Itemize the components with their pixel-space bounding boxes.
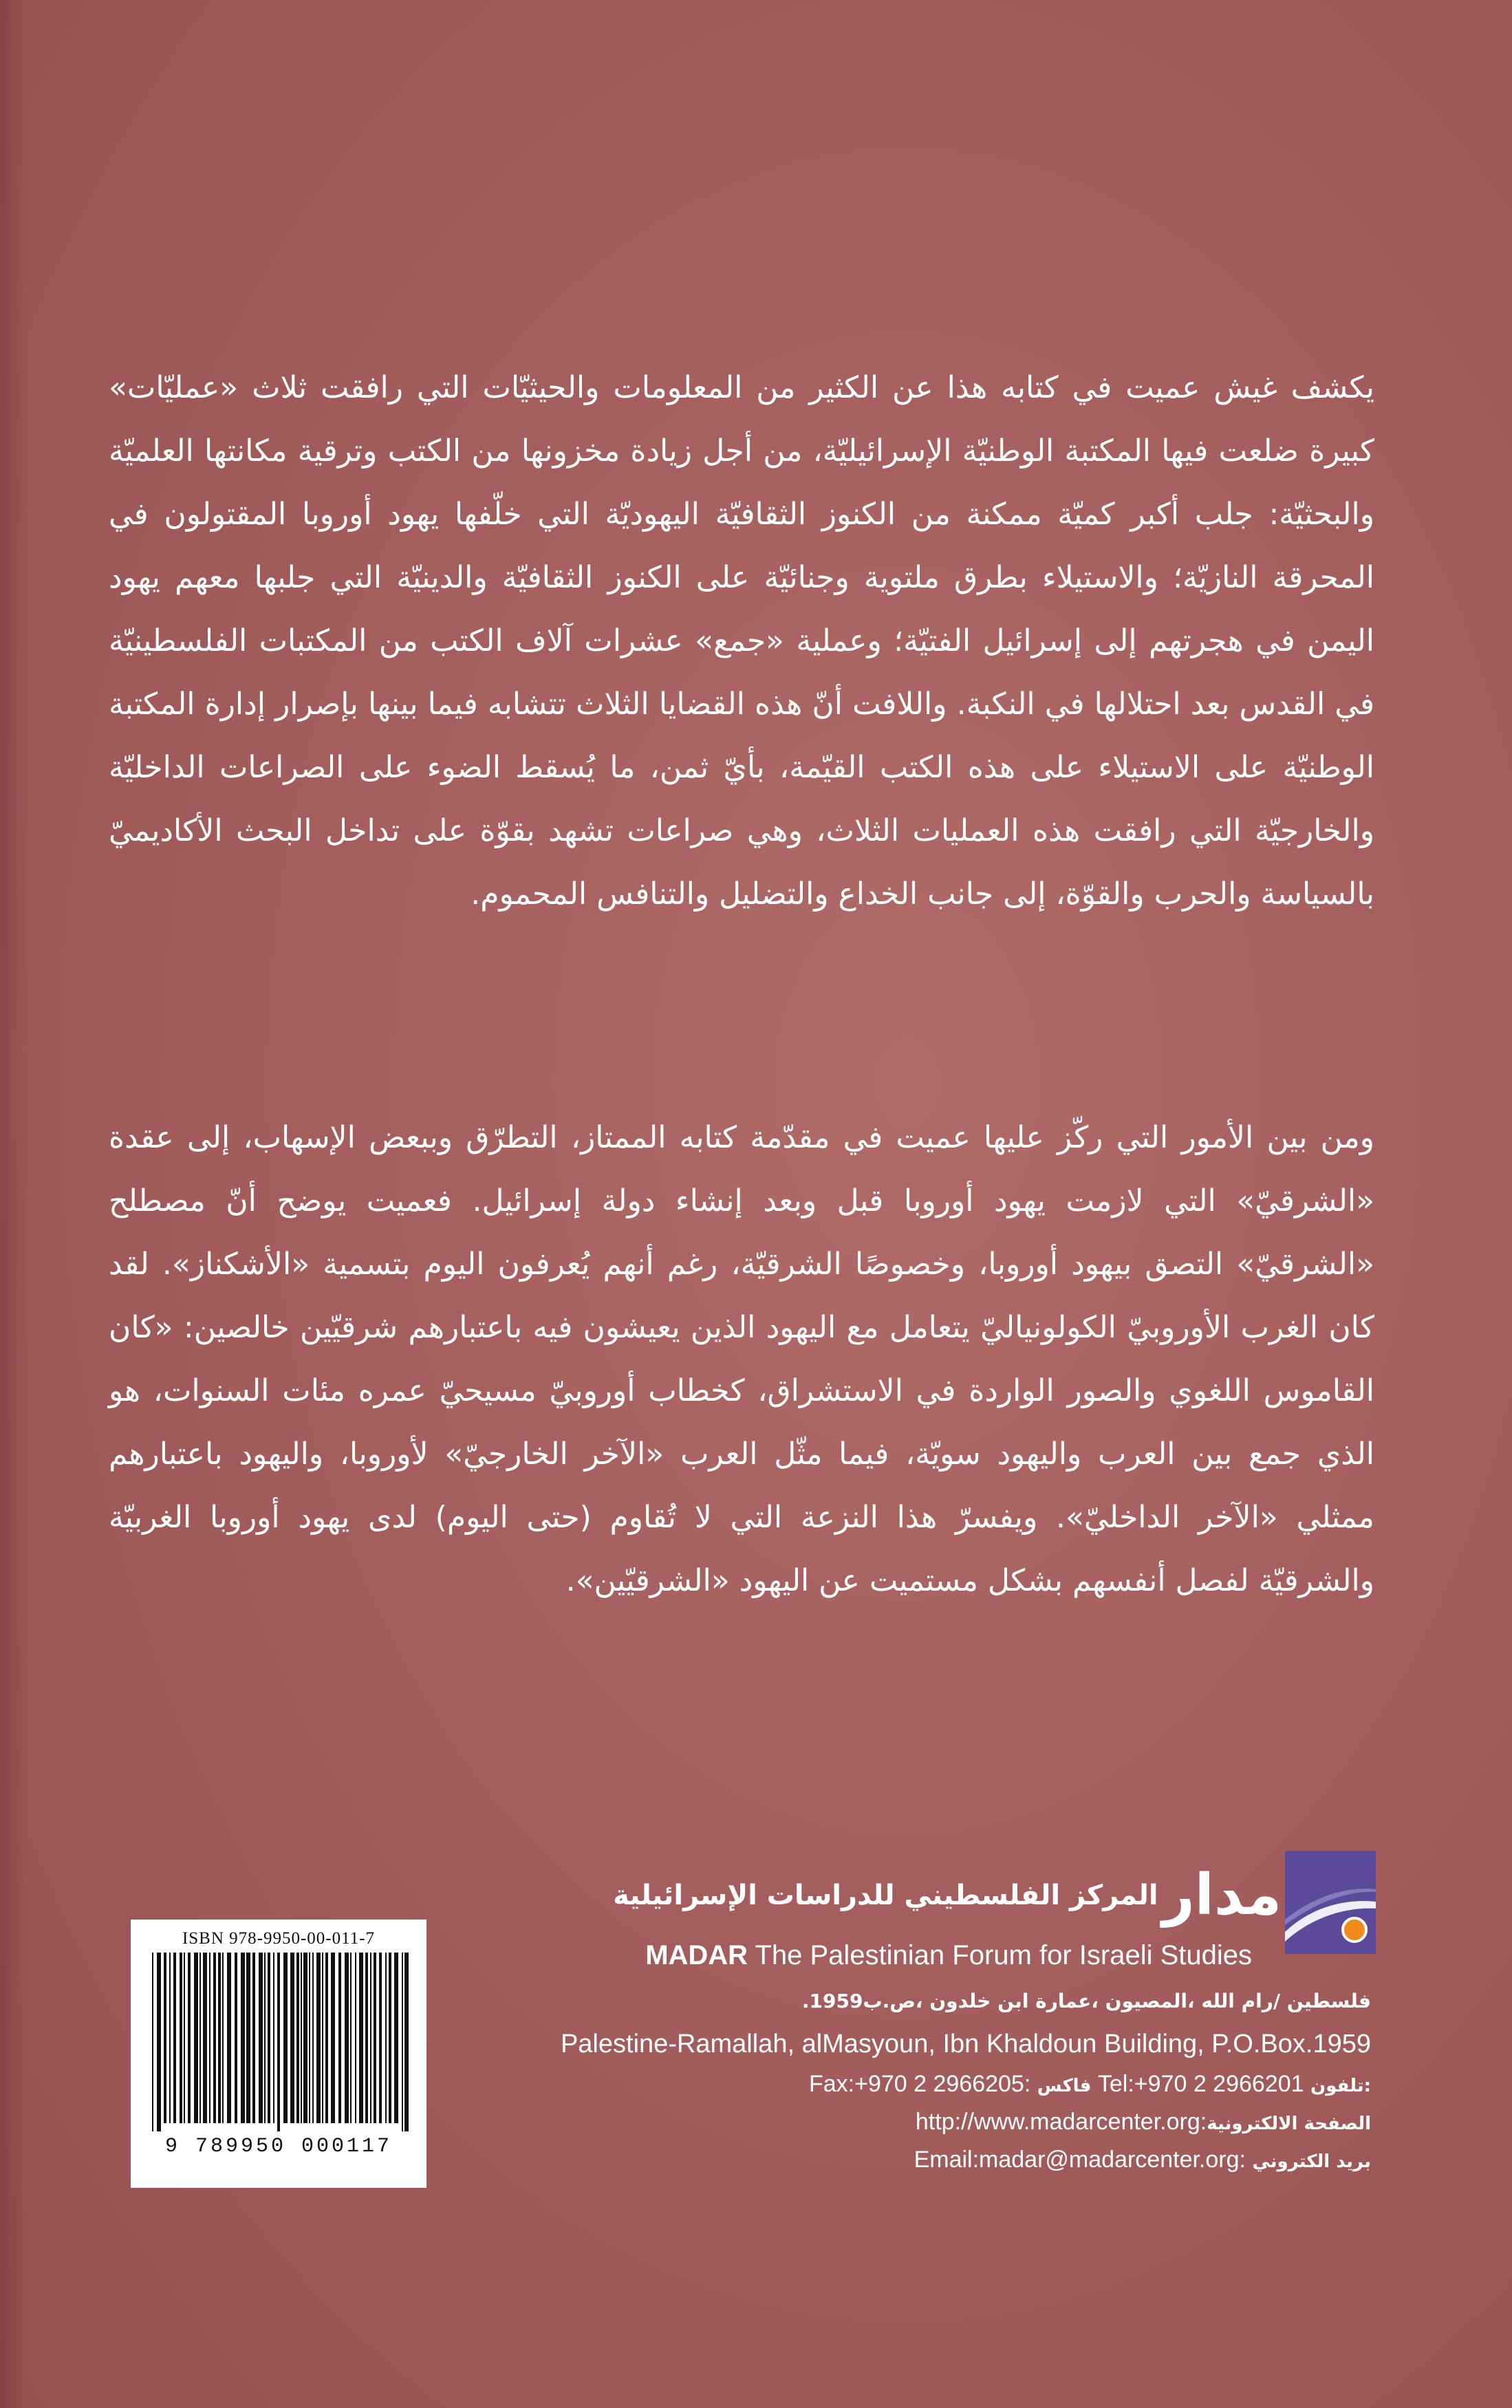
barcode-bar bbox=[218, 1953, 221, 2123]
barcode-bar bbox=[301, 1953, 302, 2123]
barcode-bar bbox=[322, 1953, 323, 2123]
barcode-bar bbox=[312, 1953, 314, 2123]
fax-number: Fax:+970 2 2966205: bbox=[808, 2071, 1031, 2097]
fax-label: فاكس bbox=[1037, 2076, 1092, 2096]
brand-arabic: مدار bbox=[1162, 1862, 1282, 1928]
barcode-bar bbox=[169, 1953, 171, 2123]
email-address: Email:madar@madarcenter.org: bbox=[914, 2147, 1246, 2173]
barcode-bar bbox=[402, 1953, 403, 2131]
email-line bbox=[914, 2147, 1371, 2173]
barcode-bar bbox=[184, 1953, 185, 2123]
barcode-bar bbox=[296, 1953, 299, 2123]
brand-english: MADAR bbox=[645, 1940, 748, 1970]
barcode-bar bbox=[227, 1953, 231, 2123]
barcode-bar bbox=[273, 1953, 274, 2123]
barcode-bar bbox=[374, 1953, 376, 2123]
barcode-bar bbox=[199, 1953, 201, 2123]
barcode-bar bbox=[394, 1953, 398, 2123]
tel-number: Tel:+970 2 2966201 bbox=[1097, 2071, 1304, 2097]
address-english: Palestine-Ramallah, alMasyoun, Ibn Khaldoun Building, P.O.Box.1959 bbox=[560, 2030, 1371, 2058]
barcode-bar bbox=[157, 1953, 161, 2131]
barcode-bar bbox=[379, 1953, 382, 2123]
barcode-bar bbox=[235, 1953, 237, 2123]
phone-fax-line bbox=[809, 2071, 1371, 2098]
barcode-bar bbox=[152, 1953, 153, 2131]
blurb-paragraph-2: ومن بين الأمور التي ركّز عليها عميت في مقدّمة كتابه الممتاز، التطرّق وببعض الإسهاب، إلى عقدة «الشرقيّ» التي لازمت يهود أوروبا قبل وبعد إنشاء دولة إسرائيل. فعميت يوضح أنّ مصطلح «الشرقيّ» التصق بيهود أوروبا، وخصوصًا الشرقيّة، رغم أنهم يُعرفون اليوم بتسمية «الأشكناز». لقد كان الغرب الأوروبيّ الكولونياليّ يتعامل مع اليهود الذين يعيشون فيه باعتبارهم شرقيّين خالصين: «كان القاموس اللغوي والصور الواردة في الاستشراق، كخطاب أوروبيّ مسيحيّ عمره مئات السنوات، هو الذي جمع بين العرب واليهود سويّة، فيما مثّل العرب «الآخر الخارجيّ» لأوروبا، واليهود باعتبارهم ممثلي «الآخر الداخليّ». ويفسرّ هذا النزعة التي لا تُقاوم (حتى اليوم) لدى يهود أوروبا الغربيّة والشرقيّة لفصل أنفسهم بشكل مستميت عن اليهود «الشرقيّين». bbox=[109, 1120, 1374, 1598]
blurb-paragraph-1: يكشف غيش عميت في كتابه هذا عن الكثير من المعلومات والحيثيّات التي رافقت ثلاث «عمليّات» كبيرة ضلعت فيها المكتبة الوطنيّة الإسرائيليّة، من أجل زيادة مخزونها من الكتب وترقية مكانتها العلميّة والبحثيّة: جلب أكبر كميّة ممكنة من الكنوز الثقافيّة اليهوديّة التي خلّفها يهود أوروبا المقتولون في المحرقة النازيّة؛ والاستيلاء بطرق ملتوية وجنائيّة على الكنوز الثقافيّة والدينيّة التي جلبها معهم يهود اليمن في هجرتهم إلى إسرائيل الفتيّة؛ وعملية «جمع» عشرات آلاف الكتب من المكتبات الفلسطينيّة في القدس بعد احتلالها في النكبة. واللافت أنّ هذه القضايا الثلاث تتشابه فيما بينها بإصرار إدارة المكتبة الوطنيّة على الاستيلاء على هذه الكتب القيّمة، بأيّ ثمن، ما يُسقط الضوء على الصراعات الداخليّة والخارجيّة التي رافقت هذه العمليات الثلاث، وهي صراعات تشهد بقوّة على تداخل البحث الأكاديميّ بالسياسة والحرب والقوّة، إلى جانب الخداع والتضليل والتنافس المحموم. bbox=[109, 370, 1374, 912]
barcode-bar bbox=[209, 1953, 210, 2123]
isbn-label: ISBN 978-9950-00-011-7 bbox=[182, 1929, 376, 1948]
barcode-bar bbox=[241, 1953, 245, 2123]
madar-logo bbox=[1285, 1851, 1376, 1954]
barcode-bar bbox=[283, 1953, 288, 2123]
barcode-bar bbox=[404, 1953, 409, 2131]
barcode-bar bbox=[325, 1953, 328, 2123]
barcode-bar bbox=[213, 1953, 216, 2123]
barcode-bar bbox=[303, 1953, 307, 2123]
isbn-barcode bbox=[131, 1920, 426, 2188]
barcode-bar bbox=[365, 1953, 368, 2123]
publisher-name-arabic bbox=[613, 1861, 1282, 1930]
barcode-bar bbox=[370, 1953, 371, 2123]
barcode-bar bbox=[259, 1953, 263, 2123]
barcode-bar bbox=[164, 1953, 166, 2123]
barcode-bar bbox=[290, 1953, 294, 2123]
barcode-bar bbox=[252, 1953, 255, 2123]
barcode-bar bbox=[359, 1953, 363, 2123]
website-label: الصفحة الالكترونية bbox=[1207, 2114, 1371, 2134]
logo-dot-icon bbox=[1341, 1917, 1368, 1943]
barcode-bar bbox=[355, 1953, 356, 2123]
barcode-bar bbox=[173, 1953, 176, 2123]
barcode-bar bbox=[180, 1953, 182, 2123]
barcode-bar bbox=[194, 1953, 198, 2123]
email-label: بريد الكتروني bbox=[1252, 2151, 1371, 2172]
website-url: http://www.madarcenter.org: bbox=[915, 2109, 1207, 2135]
barcode-bar bbox=[345, 1953, 349, 2123]
barcode-bar bbox=[331, 1953, 335, 2123]
org-name-english: The Palestinian Forum for Israeli Studies bbox=[755, 1940, 1252, 1970]
barcode-bar bbox=[268, 1953, 270, 2123]
barcode-bar bbox=[222, 1953, 224, 2123]
barcode-bar bbox=[246, 1953, 250, 2123]
barcode-bar bbox=[188, 1953, 191, 2123]
publisher-name-english bbox=[645, 1940, 1252, 1971]
barcode-bar bbox=[350, 1953, 352, 2123]
barcode-bar bbox=[264, 1953, 266, 2123]
barcode-bars bbox=[142, 1953, 415, 2131]
page-edge-shadow bbox=[0, 0, 28, 2408]
barcode-bar bbox=[309, 1953, 310, 2123]
barcode-bar bbox=[338, 1953, 341, 2123]
barcode-digits: 9 789950 000117 bbox=[164, 2135, 393, 2158]
barcode-bar bbox=[389, 1953, 391, 2123]
barcode-bar bbox=[385, 1953, 387, 2123]
tel-label: تلفون: bbox=[1310, 2076, 1371, 2096]
barcode-bar bbox=[277, 1953, 280, 2131]
barcode-bar bbox=[203, 1953, 207, 2123]
org-name-arabic: المركز الفلسطيني للدراسات الإسرائيلية bbox=[613, 1880, 1158, 1911]
website-line bbox=[916, 2109, 1371, 2136]
address-arabic: فلسطين /رام الله ،المصيون ،عمارة ابن خلدون ،ص.ب1959. bbox=[801, 1990, 1371, 2012]
barcode-bar bbox=[316, 1953, 321, 2123]
